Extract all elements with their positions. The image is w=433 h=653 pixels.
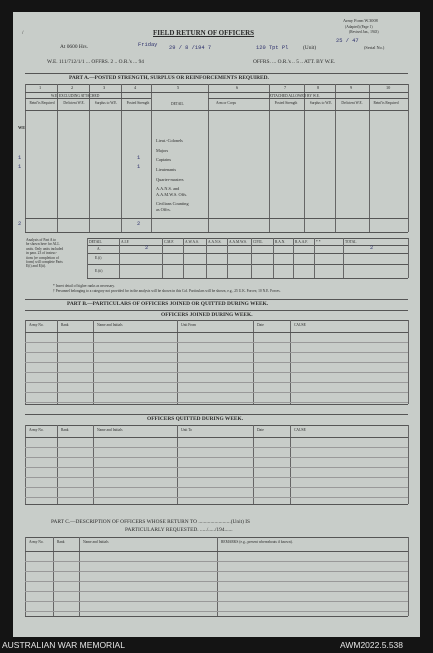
footer-left: AUSTRALIAN WAR MEMORIAL xyxy=(2,640,125,650)
date-field: 29 / 8 /194 7 xyxy=(169,45,212,51)
analysis-header: * * xyxy=(316,240,321,244)
day-field: Friday xyxy=(138,42,158,48)
rank-item: Lieut.-Colonels xyxy=(156,138,183,143)
serial-field: 25 / 47 xyxy=(336,38,359,44)
we-line: W.E. 111/712/1/1 ... OFFRS. 2 .. O.R.'s ... 94 xyxy=(47,59,144,65)
analysis-header: R.A.A.F. xyxy=(295,240,308,244)
analysis-note: Analysis of Part A to be shown here for ALL units. Only units included in para. 23 of instruc- tions (re completion of form) will complete Parts E(i) and E(ii). xyxy=(26,238,64,269)
analysis-header: CIVIL xyxy=(253,240,263,244)
analysis-header: A.A.N.S. xyxy=(208,240,222,244)
table-column-header: CAUSE xyxy=(294,323,306,327)
analysis-row-label: E.(i) xyxy=(95,256,102,260)
corner-mark: / xyxy=(22,30,24,36)
analysis-aif-value: 2 xyxy=(145,245,149,251)
serial-label: (Serial No.) xyxy=(364,45,385,50)
rank-item: Lieutenants xyxy=(156,167,177,172)
column-number: 7 xyxy=(284,85,287,90)
rank-item: Captains xyxy=(156,157,172,162)
rank-item: Majors xyxy=(156,148,169,153)
rank-item: A.A.N.S. and xyxy=(156,186,180,191)
rank-item: Civilians Counting xyxy=(156,201,189,206)
at-label: At 0600 Hrs. xyxy=(60,44,89,50)
table-column-header: Name and Initials xyxy=(83,540,109,544)
analysis-row-label: A. xyxy=(97,247,101,251)
total-col4: 2 xyxy=(137,221,141,227)
table-column-header: Rank xyxy=(57,540,65,544)
column-number: 1 xyxy=(39,85,42,90)
sub-header: Reinf'ts Required xyxy=(29,101,55,105)
table-column-header: Unit From xyxy=(181,323,197,327)
form-ref-3: (Revised Jan., 1943) xyxy=(349,30,379,34)
unit-field: 120 Tpt Pl xyxy=(256,45,289,51)
footer-right: AWM2022.5.538 xyxy=(340,640,403,650)
quitted-title: OFFICERS QUITTED DURING WEEK. xyxy=(147,416,244,422)
column-number: 5 xyxy=(177,85,180,90)
we-excluding-label: W.E. EXCLUDING ATTACHED xyxy=(51,94,100,98)
analysis-header: A.A.M.W.S. xyxy=(229,240,247,244)
analysis-row-label: E.(ii) xyxy=(95,269,103,273)
table-column-header: Name and Initials xyxy=(97,428,123,432)
detail-label: DETAIL xyxy=(171,102,184,106)
part-c-subtitle: PARTICULARLY REQUESTED. ...../...../194...... xyxy=(125,527,233,533)
form-ref-2: (Adapted) (Page 1) xyxy=(345,25,373,29)
table-column-header: Rank xyxy=(61,428,69,432)
analysis-header: C.M.F. xyxy=(164,240,174,244)
sub-header: Deficient W.E. xyxy=(63,101,85,105)
sub-header: Reinf'ts Required xyxy=(373,101,399,105)
table-column-header: Unit To xyxy=(181,428,192,432)
rank-item: as Offrs. xyxy=(156,207,171,212)
footnote: † Personnel belonging to a category not provided for in the analysis will be shown in this Col. Particulars will be shown, e.g., 25 U.K. Forces; 10 N.E. Forces. xyxy=(53,289,281,293)
sub-header: Posted Strength xyxy=(274,101,298,105)
analysis-header: A.I.F. xyxy=(121,240,130,244)
sub-header: Deficient W.E. xyxy=(341,101,363,105)
total-col1: 2 xyxy=(18,221,22,227)
unit-label: (Unit) xyxy=(303,45,317,51)
rank-item: A.A.M.W.S. Offs. xyxy=(156,192,188,197)
footnote: * Insert detail of higher ranks as necessary. xyxy=(53,284,115,288)
part-c-title: PART C.—DESCRIPTION OF OFFICERS WHOSE RETURN TO ........................(Unit) IS xyxy=(51,519,251,525)
part-a-title: PART A.—POSTED STRENGTH, SURPLUS OR REINFORCEMENTS REQUIRED. xyxy=(69,75,269,81)
table-column-header: Rank xyxy=(61,323,69,327)
we-mark: WE xyxy=(18,125,26,130)
sub-header: Posted Strength xyxy=(126,101,150,105)
column-number: 4 xyxy=(134,85,137,90)
table-column-header: Army No. xyxy=(29,540,44,544)
column-number: 6 xyxy=(236,85,239,90)
form-title: FIELD RETURN OF OFFICERS xyxy=(153,29,255,37)
col1-value: 1 xyxy=(18,155,22,161)
table-column-header: CAUSE xyxy=(294,428,306,432)
column-number: 10 xyxy=(386,85,391,90)
analysis-header: TOTAL xyxy=(345,240,357,244)
col4-value: 1 xyxy=(137,155,141,161)
table-column-header: REMARKS (e.g., present whereabouts if known). xyxy=(221,540,293,544)
analysis-total-value: 2 xyxy=(370,245,374,251)
col1-value: 1 xyxy=(18,164,22,170)
sub-header: Arm or Corps xyxy=(216,101,236,105)
column-number: 8 xyxy=(317,85,320,90)
attached-allowed-label: ATTACHED ALLOWED BY W.E. xyxy=(269,94,320,98)
table-column-header: Name and Initials xyxy=(97,323,123,327)
analysis-header: DETAIL xyxy=(89,240,102,244)
column-number: 9 xyxy=(350,85,353,90)
column-number: 2 xyxy=(71,85,74,90)
form-sheet xyxy=(13,12,420,637)
form-ref-1: Army Form W.3008 xyxy=(343,18,378,23)
att-line: OFFRS. ... O.R.'s .. 5 .. ATT. BY W.E. xyxy=(253,59,336,65)
col4-value: 1 xyxy=(137,164,141,170)
table-column-header: Date xyxy=(257,428,264,432)
table-column-header: Army No. xyxy=(29,428,44,432)
joined-title: OFFICERS JOINED DURING WEEK. xyxy=(161,312,253,318)
part-b-title: PART B.—PARTICULARS OF OFFICERS JOINED OR QUITTED DURING WEEK. xyxy=(67,301,269,307)
sub-header: Surplus to W.E. xyxy=(309,101,333,105)
analysis-header: R.A.N. xyxy=(275,240,286,244)
rank-item: Quarter-masters xyxy=(156,177,184,182)
table-column-header: Army No. xyxy=(29,323,44,327)
analysis-header: A.W.A.S. xyxy=(185,240,199,244)
column-number: 3 xyxy=(103,85,106,90)
table-column-header: Date xyxy=(257,323,264,327)
sub-header: Surplus to W.E. xyxy=(94,101,118,105)
